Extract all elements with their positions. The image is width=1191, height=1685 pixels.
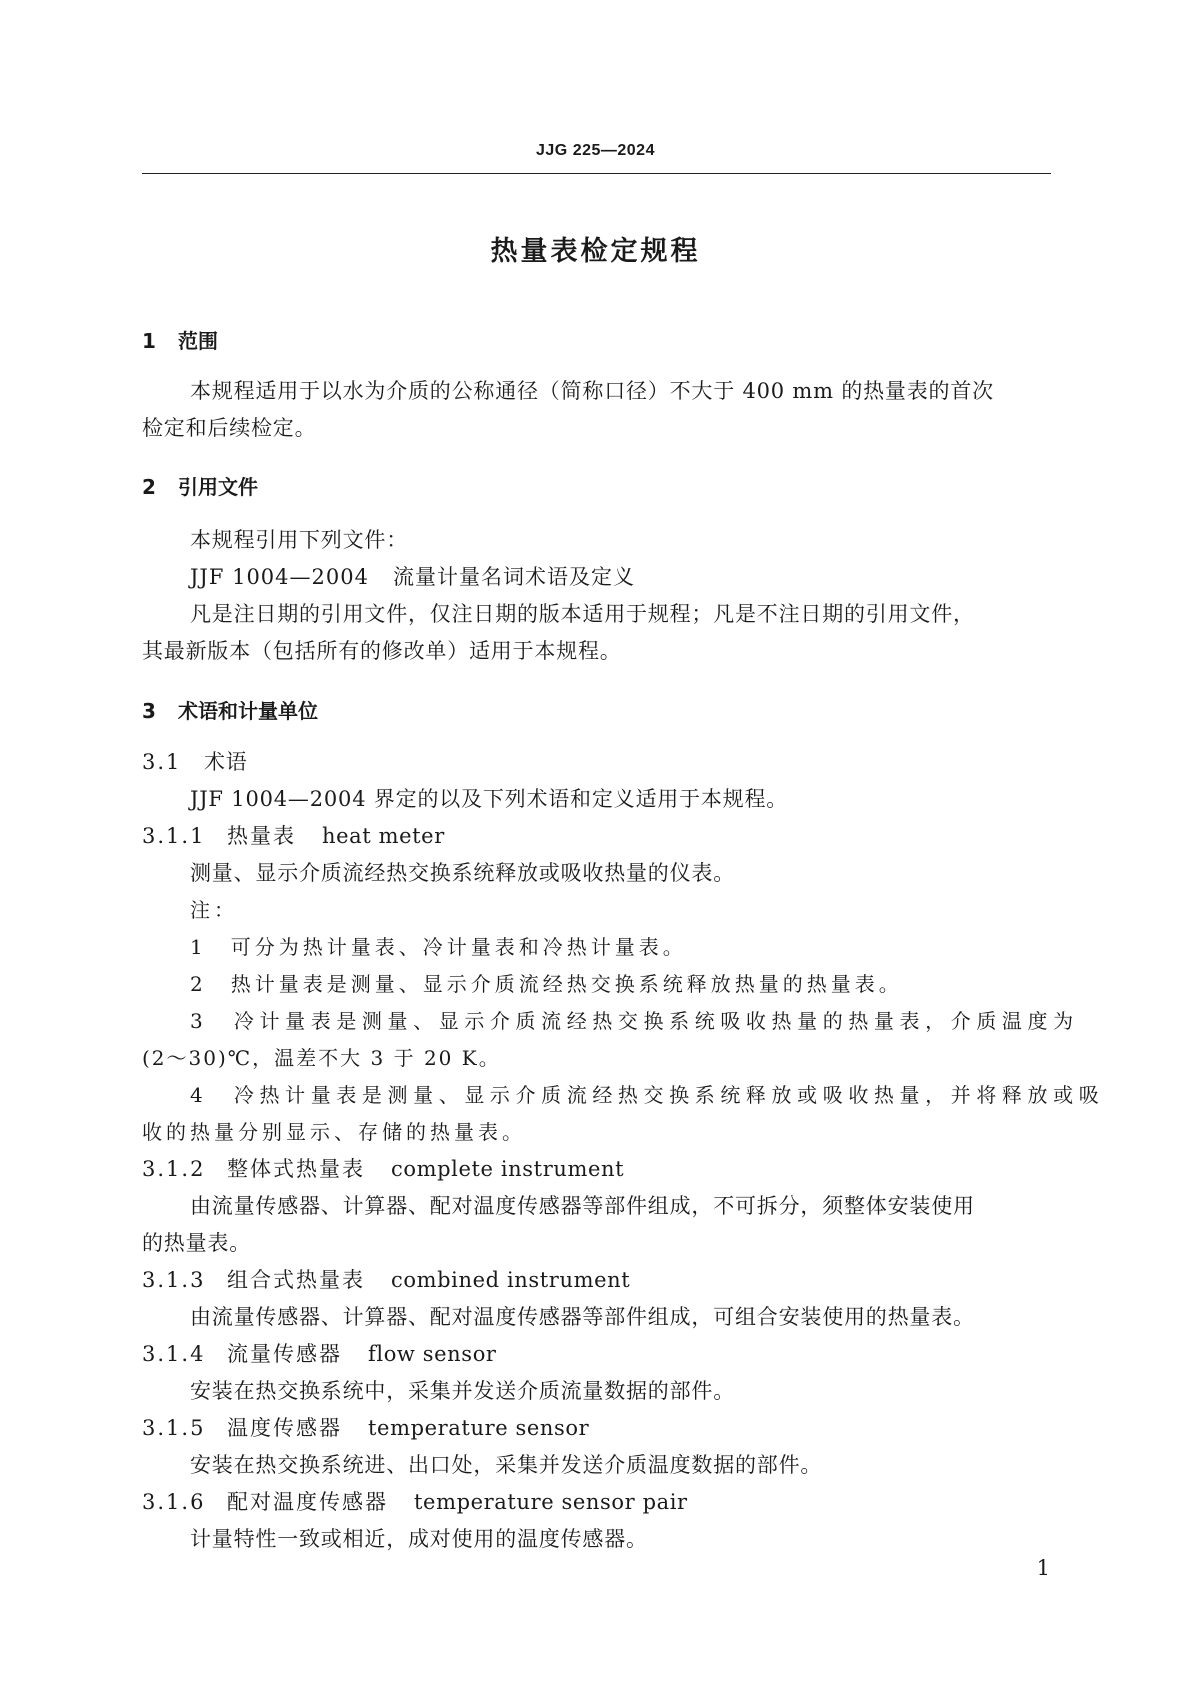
section-1-heading: [142, 325, 218, 354]
term-english: heat meter: [322, 824, 445, 848]
paragraph: 本规程引用下列文件：: [190, 528, 408, 552]
term-english: complete instrument: [391, 1157, 625, 1181]
section-number: 3: [142, 699, 156, 723]
paragraph: JJF 1004—2004 界定的以及下列术语和定义适用于本规程。: [190, 787, 789, 811]
page-number: 1: [1036, 1556, 1050, 1580]
term-3-1-5: [142, 1412, 589, 1442]
reference-title: 流量计量名词术语及定义: [392, 565, 635, 589]
term-definition: 由流量传感器、计算器、配对温度传感器等部件组成，不可拆分，须整体安装使用: [190, 1194, 975, 1218]
term-definition: 测量、显示介质流经热交换系统释放或吸收热量的仪表。: [190, 861, 735, 885]
subsection-title: 术语: [204, 750, 248, 774]
term-definition: 计量特性一致或相近，成对使用的温度传感器。: [190, 1527, 648, 1551]
section-2-heading: [142, 471, 258, 500]
term-3-1-4: [142, 1338, 497, 1368]
paragraph: 凡是注日期的引用文件，仅注日期的版本适用于规程；凡是不注日期的引用文件，: [190, 602, 975, 626]
section-title: 范围: [178, 329, 218, 353]
note-item-continued: (2～30)℃，温差不大 3 于 20 K。: [142, 1046, 501, 1070]
note-label: 注：: [190, 898, 238, 922]
term-english: combined instrument: [391, 1268, 631, 1292]
note-item: 4 冷热计量表是测量、显示介质流经热交换系统释放或吸收热量，并将释放或吸: [190, 1083, 1105, 1107]
term-chinese: 整体式热量表: [227, 1157, 365, 1181]
subsection-number: 3.1: [142, 750, 182, 774]
term-number: 3.1.2: [142, 1157, 206, 1181]
term-number: 3.1.5: [142, 1416, 206, 1440]
term-english: temperature sensor: [368, 1416, 590, 1440]
term-number: 3.1.3: [142, 1268, 206, 1292]
term-chinese: 热量表: [227, 824, 296, 848]
reference-code: JJF 1004—2004: [190, 565, 369, 589]
section-number: 1: [142, 329, 156, 353]
term-3-1-6: [142, 1486, 688, 1516]
section-title: 术语和计量单位: [178, 699, 318, 723]
term-chinese: 流量传感器: [227, 1342, 342, 1366]
note-item-continued: 收的热量分别显示、存储的热量表。: [142, 1120, 526, 1144]
paragraph: 本规程适用于以水为介质的公称通径（简称口径）不大于 400 mm 的热量表的首次: [190, 379, 994, 403]
subsection-3-1-heading: [142, 746, 248, 776]
header-rule: [142, 173, 1051, 174]
paragraph: 其最新版本（包括所有的修改单）适用于本规程。: [142, 639, 622, 663]
term-3-1-2: [142, 1153, 624, 1183]
reference-entry: [190, 561, 635, 591]
term-english: flow sensor: [368, 1342, 497, 1366]
term-3-1-1: [142, 820, 445, 850]
section-title: 引用文件: [178, 475, 258, 499]
note-item: 3 冷计量表是测量、显示介质流经热交换系统吸收热量的热量表，介质温度为: [190, 1009, 1079, 1033]
term-definition: 安装在热交换系统进、出口处，采集并发送介质温度数据的部件。: [190, 1453, 823, 1477]
term-definition: 安装在热交换系统中，采集并发送介质流量数据的部件。: [190, 1379, 735, 1403]
note-item: 2 热计量表是测量、显示介质流经热交换系统释放热量的热量表。: [190, 972, 903, 996]
section-3-heading: [142, 695, 318, 724]
paragraph: 检定和后续检定。: [142, 416, 317, 440]
term-chinese: 温度传感器: [227, 1416, 342, 1440]
running-header: JJG 225—2024: [536, 142, 655, 159]
term-number: 3.1.1: [142, 824, 206, 848]
term-definition-continued: 的热量表。: [142, 1231, 251, 1255]
term-chinese: 组合式热量表: [227, 1268, 365, 1292]
term-definition: 由流量传感器、计算器、配对温度传感器等部件组成，可组合安装使用的热量表。: [190, 1305, 975, 1329]
term-number: 3.1.4: [142, 1342, 206, 1366]
term-number: 3.1.6: [142, 1490, 206, 1514]
note-item: 1 可分为热计量表、冷计量表和冷热计量表。: [190, 935, 687, 959]
term-chinese: 配对温度传感器: [227, 1490, 388, 1514]
section-number: 2: [142, 475, 156, 499]
term-3-1-3: [142, 1264, 630, 1294]
term-english: temperature sensor pair: [414, 1490, 688, 1514]
page-title: 热量表检定规程: [490, 236, 701, 267]
